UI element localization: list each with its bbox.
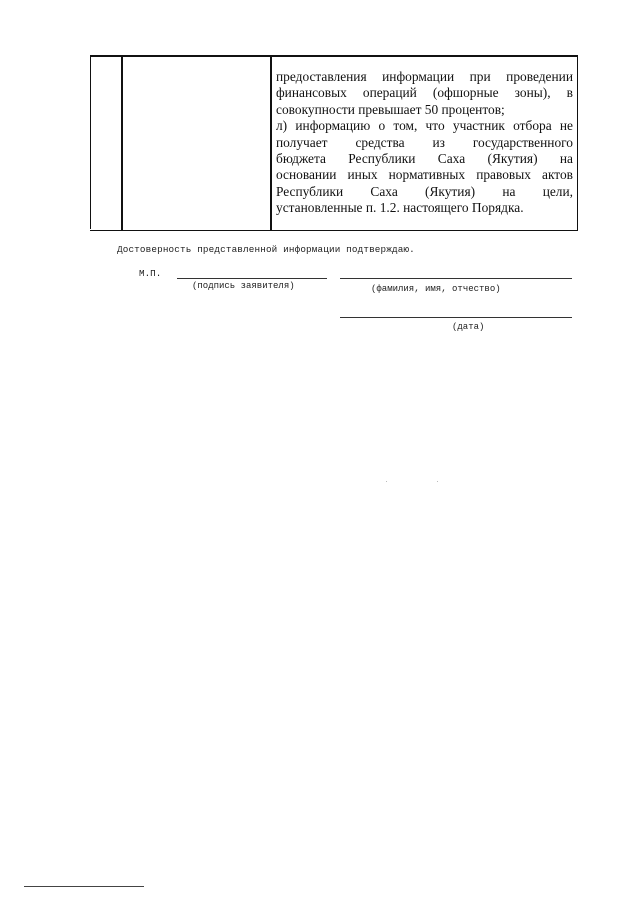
table-right-border [577,55,579,231]
confirmation-statement: Достоверность представленной информации подтверждаю. [117,244,415,255]
full-name-line [340,278,572,279]
date-caption: (дата) [452,322,485,332]
table-column-divider-1 [121,55,123,231]
date-line [340,317,572,318]
table-text-line: Республики Саха (Якутия) на цели, [276,183,573,199]
stamp-label: М.П. [139,268,162,279]
table-text-line: совокупности превышает 50 процентов; [276,101,505,117]
table-text-line: получает средства из государственного [276,134,573,150]
table-text-line: бюджета Республики Саха (Якутия) на [276,151,573,167]
table-text-line: основании иных нормативных правовых актов [276,167,573,183]
full-name-caption: (фамилия, имя, отчество) [371,284,501,294]
table-column-divider-2 [270,55,272,231]
requirements-table-fragment [90,55,578,231]
table-bottom-border [90,230,578,232]
table-text-line: установленные п. 1.2. настоящего Порядка. [276,200,524,216]
signature-caption: (подпись заявителя) [192,281,295,291]
table-cell-requirements-text [276,69,573,217]
scan-speck [437,481,438,482]
table-text-line: финансовых операций (офшорные зоны), в [276,85,573,101]
signature-line [177,278,327,279]
table-top-border [90,55,578,57]
table-text-line: л) информацию о том, что участник отбора не [276,118,573,134]
scan-speck [386,481,387,482]
table-text-line: предоставления информации при проведении [276,69,573,84]
footnote-separator [24,886,144,887]
table-left-border [90,55,91,229]
